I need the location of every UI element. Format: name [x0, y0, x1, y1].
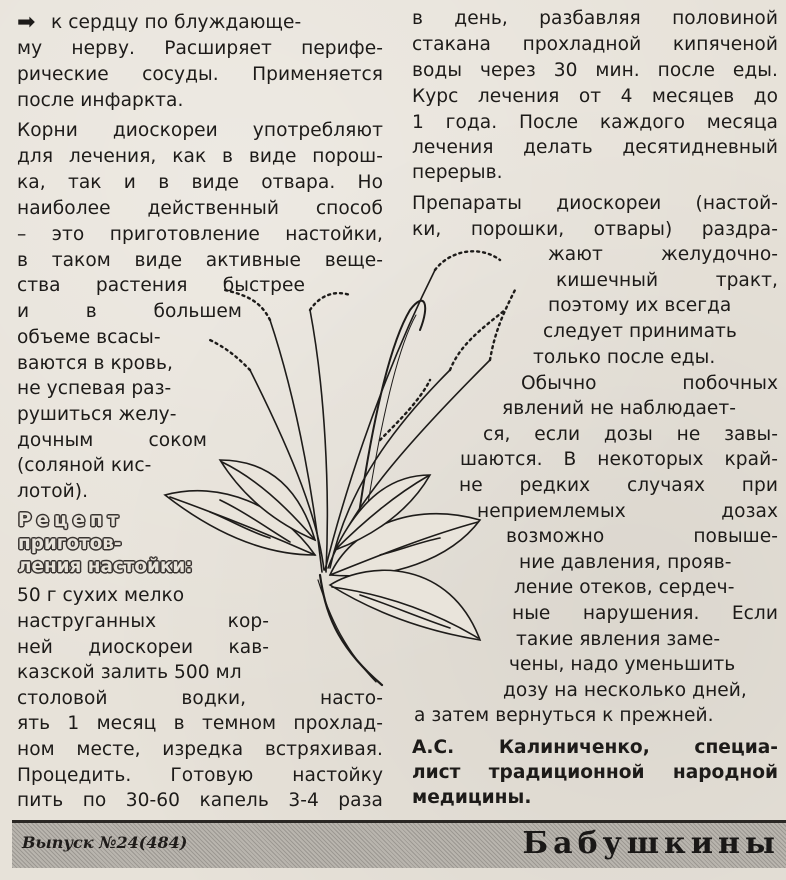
left-line: в таком виде активные веще- — [17, 250, 383, 271]
right-line: 1 года. После каждого месяца — [412, 112, 778, 133]
dioscorea-plant-illustration — [150, 250, 560, 700]
right-line: ление отеков, сердеч- — [514, 577, 735, 598]
right-line: только после еды. — [533, 347, 716, 368]
left-line: наиболее действенный способ — [17, 198, 383, 219]
right-line: Курс лечения от 4 месяцев до — [412, 86, 778, 107]
recipe-line: наструганных кор- — [17, 611, 269, 632]
recipe-line: казской залить 500 мл — [17, 662, 242, 683]
left-line: (соляной кис- — [17, 455, 152, 476]
recipe-line: столовой водки, насто- — [17, 688, 383, 709]
recipe-heading: приготов- — [18, 533, 122, 554]
right-line: ние давления, прояв- — [519, 552, 732, 573]
right-line: Препараты диоскореи (настой- — [412, 193, 778, 214]
left-line: Корни диоскореи употребляют — [17, 120, 383, 141]
right-line: следует принимать — [543, 321, 737, 342]
author-signature: медицины. — [412, 787, 532, 808]
left-line: рушиться желу- — [17, 404, 177, 425]
right-line: жают желудочно- — [548, 244, 778, 265]
right-line: такие явления заме- — [516, 629, 721, 650]
right-line: кишечный тракт, — [556, 270, 778, 291]
left-line: для лечения, как в виде порош- — [17, 146, 383, 167]
right-line: явлений не наблюдает- — [502, 398, 737, 419]
left-line: му нерву. Расширяет перифе- — [17, 38, 383, 59]
right-line: перерыв. — [412, 162, 503, 183]
right-line: неприемлемых дозах — [477, 501, 778, 522]
author-signature: А.С. Калиниченко, специа- — [412, 737, 778, 758]
arrow-bullet-icon: ➡ — [17, 10, 36, 35]
newspaper-masthead: Бабушкины — [522, 826, 780, 861]
left-line: дочным соком — [17, 430, 207, 451]
right-line: в день, разбавляя половиной — [412, 8, 778, 29]
right-line: а затем вернуться к прежней. — [414, 705, 714, 726]
recipe-heading: Рецепт — [18, 510, 124, 531]
recipe-line: ном месте, изредка встряхивая. — [17, 739, 383, 760]
left-line: – это приготовление настойки, — [17, 224, 383, 245]
author-signature: лист традиционной народной — [412, 762, 778, 783]
right-line: дозу на несколько дней, — [503, 680, 747, 701]
recipe-line: 50 г сухих мелко — [17, 585, 185, 606]
left-line: ства растения быстрее — [17, 275, 305, 296]
right-line: стакана прохладной кипяченой — [412, 34, 778, 55]
recipe-line: пить по 30-60 капель 3-4 раза — [17, 790, 383, 811]
right-line: не редких случаях при — [459, 475, 778, 496]
left-line: после инфаркта. — [17, 90, 184, 111]
recipe-line: ней диоскореи кав- — [17, 637, 269, 658]
right-line: воды через 30 мин. после еды. — [412, 60, 778, 81]
right-line: Обычно побочных — [521, 373, 778, 394]
left-line: ➡ к сердцу по блуждающе- — [17, 10, 302, 35]
right-line: шаются. В некоторых край- — [460, 449, 778, 470]
recipe-line: ять 1 месяц в темном прохлад- — [17, 713, 383, 734]
left-line: не успевая раз- — [17, 378, 172, 399]
left-line: ка, так и в виде отвара. Но — [17, 172, 383, 193]
left-line: ваются в кровь, — [17, 353, 174, 374]
right-line: ные нарушения. Если — [512, 603, 778, 624]
left-line: лотой). — [17, 481, 89, 502]
recipe-heading: ления настойки: — [18, 556, 193, 577]
right-line: лечения делать десятидневный — [412, 137, 778, 158]
right-line: ся, если дозы не завы- — [483, 424, 778, 445]
left-line: объеме всасы- — [17, 327, 161, 348]
right-line: чены, надо уменьшить — [509, 654, 736, 675]
right-line: поэтому их всегда — [548, 295, 732, 316]
left-line: и в большем — [17, 301, 242, 322]
recipe-line: Процедить. Готовую настойку — [17, 765, 383, 786]
right-line: возможно повыше- — [506, 526, 778, 547]
right-line: ки, порошки, отвары) раздра- — [412, 219, 778, 240]
left-line: рические сосуды. Применяется — [17, 64, 383, 85]
issue-number: Выпуск №24(484) — [22, 833, 188, 852]
